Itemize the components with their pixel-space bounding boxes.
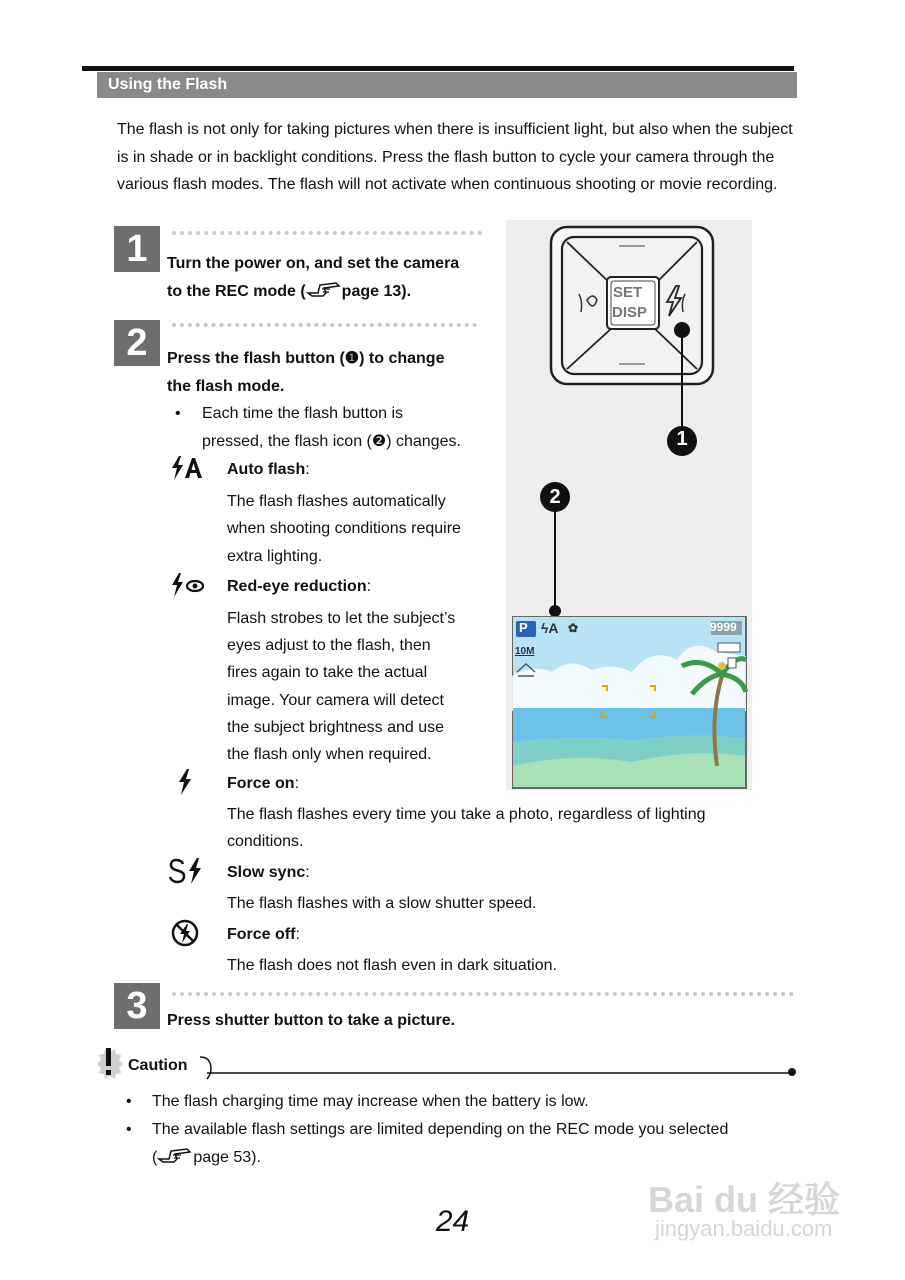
pointing-hand-icon [157,1145,193,1165]
mode-slow-sync-title: Slow sync: [227,864,310,881]
watermark-brand: Bai du 经验 [648,1179,841,1220]
step-2-line1: Press the flash button (❶) to change [167,350,445,367]
force-on-icon [168,768,208,796]
page-number: 24 [435,1205,470,1238]
step-2-line2: the flash mode. [167,378,285,395]
step-2-bullet-line2: pressed, the flash icon (❷) changes. [202,433,461,450]
caution-bullet-2-cont: ( page 53). [152,1144,261,1172]
step-1-divider [172,231,482,235]
mode-force-on-title: Force on: [227,775,300,792]
caution-bullet-2-symbol: • [126,1121,132,1138]
caution-icon [93,1046,127,1082]
mode-red-eye-desc-2: eyes adjust to the flash, then [227,637,431,654]
mode-red-eye-desc-5: the subject brightness and use [227,719,445,736]
button-disp-label: DISP [612,304,648,321]
mode-force-on-desc-1: The flash flashes every time you take a photo, regardless of lighting [227,806,706,823]
mode-force-on-desc-2: conditions. [227,833,304,850]
watermark-url: jingyan.baidu.com [655,1216,833,1241]
auto-flash-icon [168,454,208,482]
caution-bullet-1: The flash charging time may increase when the battery is low. [152,1093,589,1110]
step-3-line1: Press shutter button to take a picture. [167,1012,456,1029]
lcd-mode-label: P [519,620,528,635]
step-3-divider [172,992,794,996]
force-off-icon [168,919,208,947]
mode-force-off-title: Force off: [227,926,300,943]
pointing-hand-icon [306,279,342,299]
mode-red-eye-desc-6: the flash only when required. [227,746,432,763]
top-rule [82,66,794,71]
red-eye-icon [168,571,208,599]
mode-auto-flash-desc-2: when shooting conditions require [227,520,461,537]
step-1-badge: 1 [114,226,160,272]
mode-force-off-desc-1: The flash does not flash even in dark situation. [227,957,557,974]
step-1-line2: to the REC mode ( page 13). [167,278,411,306]
intro-paragraph: The flash is not only for taking pictures when there is insufficient light, but also when the subject is in shade or in backlight conditions. Press the flash button to cycle your camera through the various flash modes. The flash will not activate when continuous shooting or movie recording. [117,121,793,193]
section-title: Using the Flash [108,76,228,93]
caution-bullet-1-symbol: • [126,1093,132,1110]
button-set-label: SET [613,284,643,301]
caution-bullet-2: The available flash settings are limited depending on the REC mode you selected [152,1121,729,1138]
mode-red-eye-desc-4: image. Your camera will detect [227,692,444,709]
lcd-macro-icon: ✿ [568,621,579,635]
mode-auto-flash-desc-3: extra lighting. [227,548,323,565]
step-1-line1: Turn the power on, and set the camera [167,255,460,272]
lcd-screen-illustration [512,616,748,790]
mode-slow-sync-desc-1: The flash flashes with a slow shutter speed. [227,895,537,912]
mode-auto-flash-title: Auto flash: [227,461,310,478]
mode-red-eye-title: Red-eye reduction: [227,578,372,595]
mode-red-eye-desc-1: Flash strobes to let the subject’s [227,610,456,627]
lcd-shot-count: 9999 [710,620,737,634]
caution-title: Caution [128,1057,188,1074]
step-2-badge: 2 [114,320,160,366]
callout-1-number: 1 [676,428,688,450]
bullet-symbol: • [175,405,181,422]
caution-rule [195,1055,800,1083]
mode-auto-flash-desc-1: The flash flashes automatically [227,493,446,510]
lcd-image-size: 10M [515,646,535,657]
callout-2-number: 2 [549,486,561,508]
mode-red-eye-desc-3: fires again to take the actual [227,664,428,681]
step-2-bullet-line1: Each time the flash button is [202,405,403,422]
step-3-badge: 3 [114,983,160,1029]
step-2-divider [172,323,477,327]
slow-sync-icon [168,857,208,885]
lcd-flash-indicator: ϟA [541,620,559,636]
